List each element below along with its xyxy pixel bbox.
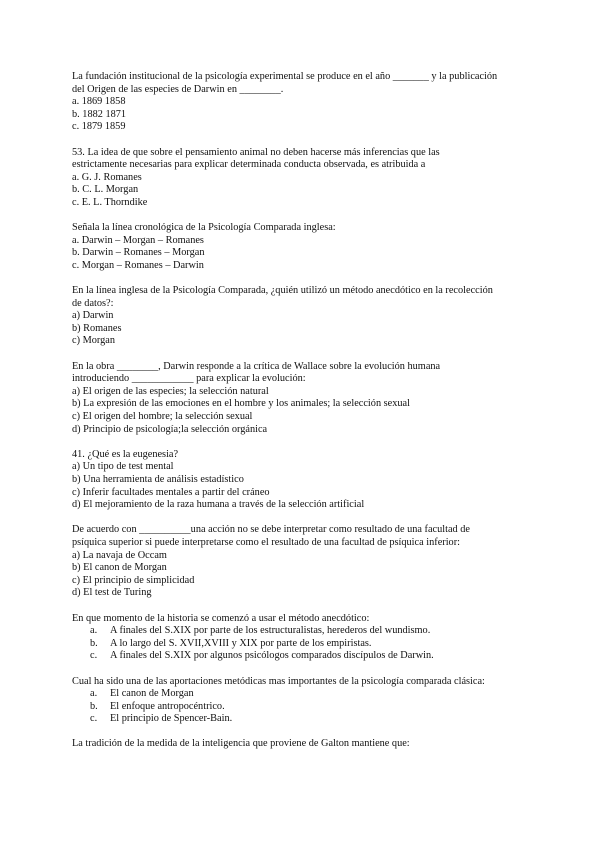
question-6	[72, 449, 542, 512]
question-1-option-b: b. 1882 1871	[72, 108, 127, 120]
question-4	[72, 285, 542, 348]
question-2	[72, 147, 542, 210]
list-marker: a.	[90, 625, 98, 637]
question-3-option-c: c. Morgan – Romanes – Darwin	[72, 259, 204, 271]
question-2-stem-line-2: estrictamente necesarias para explicar determinada conducta observada, es atribuida a	[72, 159, 426, 171]
question-10	[72, 738, 542, 751]
question-8-stem: En que momento de la historia se comenzó a usar el método anecdótico:	[72, 612, 370, 624]
question-4-stem-line-1: En la línea inglesa de la Psicología Comparada, ¿quién utilizó un método anecdótico en la recolección	[72, 285, 493, 297]
option-text: El enfoque antropocéntrico.	[110, 700, 225, 712]
question-4-option-b: b) Romanes	[72, 322, 122, 334]
question-8-options	[72, 625, 542, 663]
option-text: A finales del S.XIX por algunos psicólogos comparados discípulos de Darwin.	[110, 650, 434, 662]
question-1-option-a: a. 1869 1858	[72, 96, 126, 108]
question-5	[72, 361, 542, 437]
question-4-option-c: c) Morgan	[72, 335, 115, 347]
question-9-option-c	[72, 713, 542, 726]
question-5-option-d: d) Principio de psicología;la selección orgánica	[72, 423, 268, 435]
list-marker: c.	[90, 650, 98, 662]
question-6-option-a: a) Un tipo de test mental	[72, 461, 174, 473]
question-6-option-c: c) Inferir facultades mentales a partir del cráneo	[72, 486, 270, 498]
option-text: El canon de Morgan	[110, 688, 194, 700]
document-page	[72, 71, 542, 764]
question-7-option-d: d) El test de Turing	[72, 587, 152, 599]
question-6-stem-line-1: 41. ¿Qué es la eugenesia?	[72, 448, 179, 460]
question-7-stem-line-2: psíquica superior si puede interpretarse como el resultado de una facultad de psíquica inferior:	[72, 536, 460, 548]
question-9	[72, 676, 542, 726]
question-9-option-a	[72, 688, 542, 701]
option-text: A lo largo del S. XVII,XVIII y XIX por parte de los empiristas.	[110, 637, 372, 649]
question-2-option-b: b. C. L. Morgan	[72, 184, 139, 196]
question-10-stem: La tradición de la medida de la inteligencia que proviene de Galton mantiene que:	[72, 738, 410, 750]
question-8	[72, 613, 542, 663]
question-6-option-b: b) Una herramienta de análisis estadístico	[72, 474, 244, 485]
list-marker: b.	[90, 700, 98, 712]
question-4-option-a: a) Darwin	[72, 310, 114, 322]
question-8-option-c	[72, 650, 542, 663]
question-7	[72, 524, 542, 600]
question-7-option-c: c) El principio de simplicidad	[72, 574, 195, 586]
question-5-option-c: c) El origen del hombre; la selección sexual	[72, 411, 253, 423]
list-marker: c.	[90, 713, 98, 725]
question-1-option-c: c. 1879 1859	[72, 121, 126, 133]
question-8-option-b	[72, 638, 542, 651]
question-5-option-a: a) El origen de las especies; la selección natural	[72, 385, 269, 397]
question-1-stem-line-2: del Origen de las especies de Darwin en ________.	[72, 83, 284, 95]
question-3-stem-line-1: Señala la línea cronológica de la Psicología Comparada inglesa:	[72, 222, 336, 234]
question-7-option-a: a) La navaja de Occam	[72, 549, 167, 561]
question-1-stem-line-1: La fundación institucional de la psicología experimental se produce en el año _______ y la publicación	[72, 71, 498, 82]
question-5-stem-line-2: introduciendo ____________ para explicar la evolución:	[72, 373, 306, 385]
question-4-stem-line-2: de datos?:	[72, 297, 114, 309]
question-3	[72, 222, 542, 272]
question-9-stem: Cual ha sido una de las aportaciones metódicas mas importantes de la psicología comparada clásica:	[72, 675, 485, 687]
list-marker: a.	[90, 688, 98, 700]
question-2-option-c: c. E. L. Thorndike	[72, 196, 148, 208]
option-text: A finales del S.XIX por parte de los estructuralistas, herederos del wundismo.	[110, 625, 431, 637]
question-8-option-a	[72, 625, 542, 638]
question-3-option-b: b. Darwin – Romanes – Morgan	[72, 247, 205, 259]
list-marker: b.	[90, 637, 98, 649]
question-3-option-a: a. Darwin – Morgan – Romanes	[72, 234, 204, 246]
question-9-option-b	[72, 701, 542, 714]
question-5-option-b: b) La expresión de las emociones en el hombre y los animales; la selección sexual	[72, 398, 410, 410]
option-text: El principio de Spencer-Bain.	[110, 713, 233, 725]
question-2-stem-line-1: 53. La idea de que sobre el pensamiento animal no deben hacerse más inferencias que las	[72, 146, 440, 158]
question-7-stem-line-1: De acuerdo con __________una acción no se debe interpretar como resultado de una facultad de	[72, 524, 470, 536]
question-9-options	[72, 688, 542, 726]
question-7-option-b: b) El canon de Morgan	[72, 562, 167, 574]
question-5-stem-line-1: En la obra ________, Darwin responde a la crítica de Wallace sobre la evolución humana	[72, 360, 441, 372]
question-2-option-a: a. G. J. Romanes	[72, 171, 142, 183]
question-1	[72, 71, 542, 134]
question-6-option-d: d) El mejoramiento de la raza humana a través de la selección artificial	[72, 499, 365, 511]
